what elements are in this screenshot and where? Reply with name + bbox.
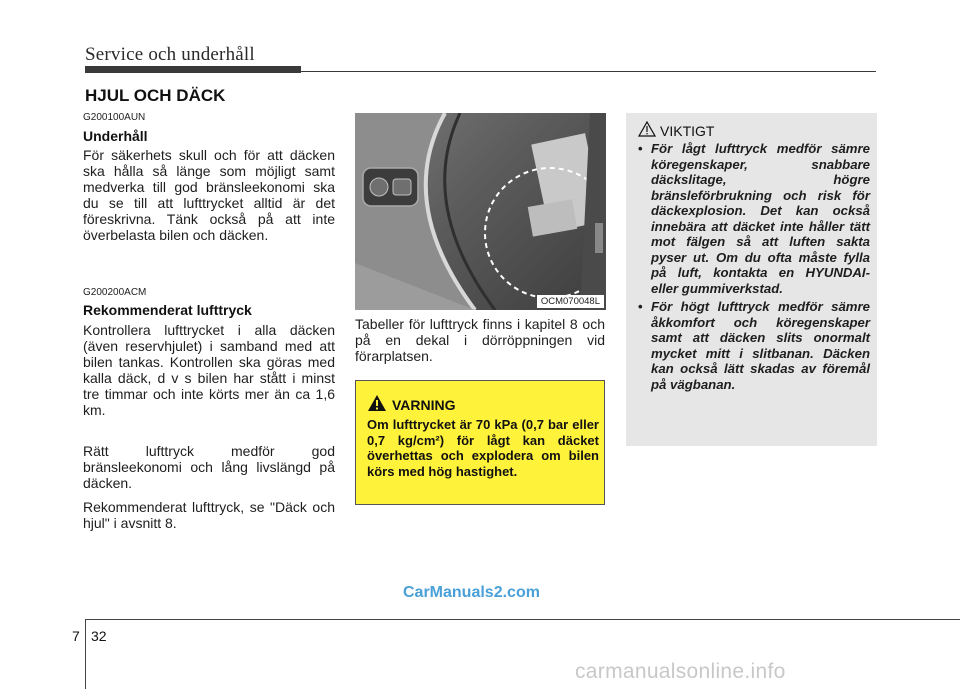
footer-rule	[85, 619, 960, 620]
chapter-number: 7	[72, 628, 80, 644]
watermark-link[interactable]: CarManuals2.com	[403, 584, 540, 601]
door-jamb-illustration	[355, 113, 606, 310]
footer-watermark: carmanualsonline.info	[575, 660, 786, 683]
note-title: VIKTIGT	[660, 123, 715, 139]
warning-triangle-icon	[367, 394, 387, 412]
footer-divider	[85, 619, 86, 689]
heading-recommended-pressure: Rekommenderat lufttryck	[83, 302, 252, 318]
list-item: • För lågt lufttryck medför sämre köregenskaper, snabbare däckslitage, högre bränsleförbrukning och risk för däckexplosion. Det kan också innebära att däcket inte håller tätt mot fälgen så att luften sakta pyser ut. Om du ofta måste fylla på luft, kontakta en HYUNDAI- eller gummiverkstad.	[638, 141, 870, 296]
warning-text: Om lufttrycket är 70 kPa (0,7 bar eller 0,7 kg/cm²) för lågt kan däcket överhettas och explodera om bilen körs med hög hastighet.	[367, 417, 599, 479]
section-title: HJUL OCH DÄCK	[85, 86, 226, 105]
heading-maintenance: Underhåll	[83, 128, 148, 144]
paragraph-maintenance: För säkerhets skull och för att däcken ska hålla så länge som möjligt samt medverka till god bränsleekonomi ska du se till att lufttrycket alltid är det föreskrivna. Tänk också på att inte överbelasta bilen och däcken.	[83, 147, 335, 243]
warning-box	[355, 380, 605, 505]
list-item: • För högt lufttryck medför sämre åkkomfort och köregenskaper samt att däcken slits onormalt mycket mitt i slitbanan. Däcken kan också lätt skadas av föremål på vägbanan.	[638, 299, 870, 392]
page-header-title: Service och underhåll	[85, 44, 255, 65]
page-number: 32	[91, 628, 107, 644]
paragraph-pressure-reference: Rekommenderat lufttryck, se "Däck och hjul" i avsnitt 8.	[83, 499, 335, 531]
warning-title: VARNING	[392, 397, 456, 413]
section-code-maintenance: G200100AUN	[83, 112, 146, 123]
header-rule	[301, 71, 876, 72]
note-list	[634, 141, 870, 395]
caution-triangle-icon	[638, 121, 656, 137]
photo-caption: OCM070048L	[537, 295, 604, 308]
header-bar	[85, 66, 301, 73]
paragraph-pressure-check: Kontrollera lufttrycket i alla däcken (även reservhjulet) i samband med att bilen tankas. Kontrollen ska göras med kalla däck, d v s bilen har stått i minst tre timmar och inte körts mer än ca 1,6 km.	[83, 322, 335, 418]
paragraph-pressure-benefit: Rätt lufttryck medför god bränsleekonomi och lång livslängd på däcken.	[83, 443, 335, 491]
important-note-box	[626, 113, 877, 446]
tire-label-photo	[355, 113, 606, 310]
section-code-pressure: G200200ACM	[83, 287, 147, 298]
paragraph-pressure-tables: Tabeller för lufttryck finns i kapitel 8 och på en dekal i dörröppningen vid förarplatsen.	[355, 316, 605, 364]
